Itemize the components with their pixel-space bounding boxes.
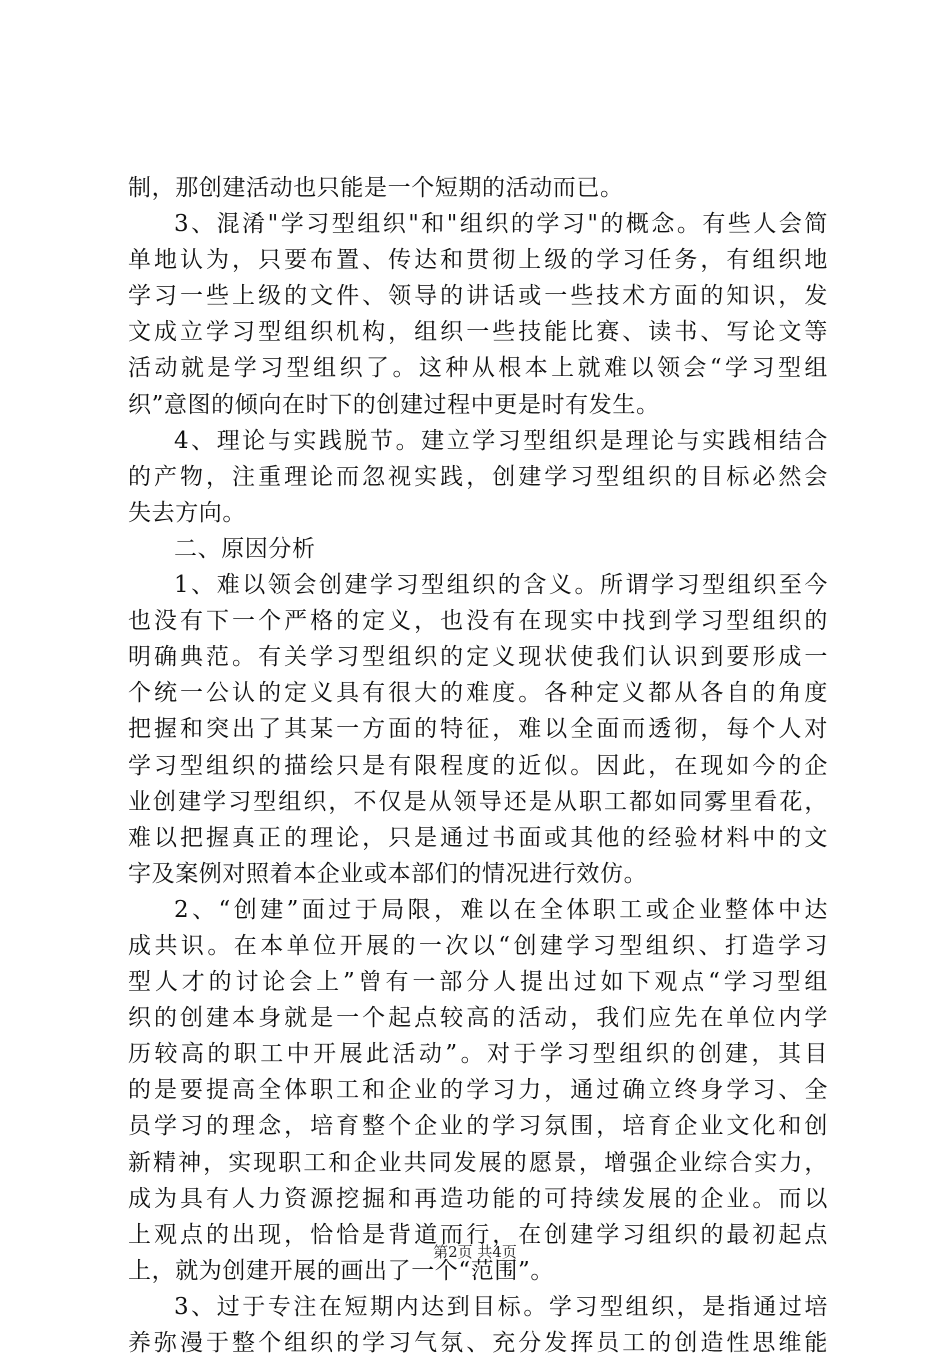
text-line: 活动就是学习型组织了。这种从根本上就难以领会“学习型组: [128, 355, 828, 382]
text-line: 学习一些上级的文件、领导的讲话或一些技术方面的知识，发: [128, 283, 828, 310]
text-line: 制，那创建活动也只能是一个短期的活动而已。: [128, 175, 624, 201]
text-line: 也没有下一个严格的定义，也没有在现实中找到学习型组织的: [128, 608, 828, 635]
text-line: 文成立学习型组织机构，组织一些技能比赛、读书、写论文等: [128, 319, 828, 346]
text-line: 成共识。在本单位开展的一次以“创建学习型组织、打造学习: [128, 932, 828, 959]
text-line: 2、“创建”面过于局限，难以在全体职工或企业整体中达: [174, 896, 828, 923]
page-footer: 第2页 共4页: [433, 1243, 517, 1261]
text-line: 业创建学习型组织，不仅是从领导还是从职工都如同雾里看花，: [128, 788, 828, 815]
text-line: 上，就为创建开展的画出了一个“范围”。: [128, 1257, 554, 1284]
document-body: [128, 170, 828, 1361]
text-line: 单地认为，只要布置、传达和贯彻上级的学习任务，有组织地: [128, 247, 828, 274]
text-line: 养弥漫于整个组织的学习气氛、充分发挥员工的创造性思维能: [128, 1330, 828, 1356]
text-line: 成为具有人力资源挖掘和再造功能的可持续发展的企业。而以: [128, 1185, 828, 1212]
text-line: 3、混淆"学习型组织"和"组织的学习"的概念。有些人会简: [174, 211, 828, 238]
text-line: 二、原因分析: [174, 535, 316, 562]
text-line: 失去方向。: [128, 499, 246, 526]
text-line: 上观点的出现，恰恰是背道而行，在创建学习组织的最初起点: [128, 1221, 828, 1248]
text-line: 的是要提高全体职工和企业的学习力，通过确立终身学习、全: [128, 1077, 828, 1104]
text-line: 难以把握真正的理论，只是通过书面或其他的经验材料中的文: [128, 824, 828, 851]
text-line: 织的创建本身就是一个起点较高的活动，我们应先在单位内学: [128, 1005, 828, 1032]
text-line: 员学习的理念，培育整个企业的学习氛围，培育企业文化和创: [128, 1113, 828, 1140]
text-line: 把握和突出了其某一方面的特征，难以全面而透彻，每个人对: [128, 716, 828, 743]
text-line: 学习型组织的描绘只是有限程度的近似。因此，在现如今的企: [128, 752, 828, 779]
text-line: 新精神，实现职工和企业共同发展的愿景，增强企业综合实力，: [128, 1149, 828, 1176]
text-line: 型人才的讨论会上”曾有一部分人提出过如下观点“学习型组: [128, 969, 828, 996]
text-line: 历较高的职工中开展此活动”。对于学习型组织的创建，其目: [128, 1041, 828, 1068]
text-line: 字及案例对照着本企业或本部们的情况进行效仿。: [128, 860, 648, 887]
text-line: 4、理论与实践脱节。建立学习型组织是理论与实践相结合: [174, 427, 828, 454]
text-line: 1、难以领会创建学习型组织的含义。所谓学习型组织至今: [174, 572, 828, 599]
text-line: 织”意图的倾向在时下的创建过程中更是时有发生。: [128, 391, 660, 418]
text-line: 个统一公认的定义具有很大的难度。各种定义都从各自的角度: [128, 680, 828, 707]
text-line: 的产物，注重理论而忽视实践，创建学习型组织的目标必然会: [128, 463, 828, 490]
text-line: 明确典范。有关学习型组织的定义现状使我们认识到要形成一: [128, 644, 828, 671]
text-line: 3、过于专注在短期内达到目标。学习型组织，是指通过培: [174, 1293, 828, 1320]
